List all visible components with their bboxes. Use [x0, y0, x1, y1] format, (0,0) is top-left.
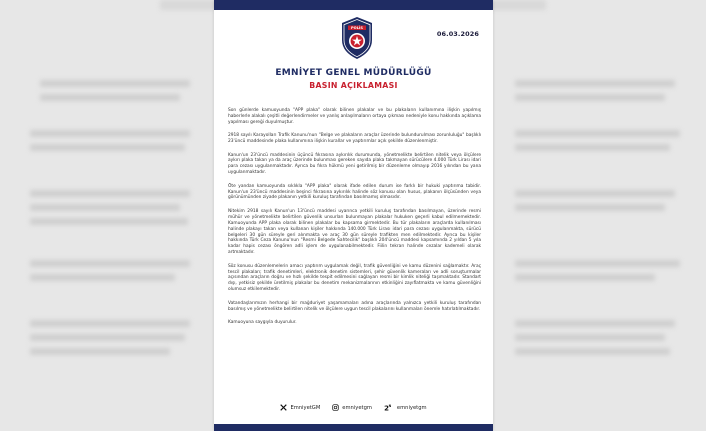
svg-text:N: N [388, 404, 392, 409]
document-footer-band [214, 424, 493, 431]
paragraph: Son günlerde kamuoyunda "APP plaka" olarak bilinen plakalar ve bu plakaların kullanımına ilişkin yapılmış haberlerle alakalı çeşitli değerlendirmeler ve yanlış anlaşılmaların ortaya çıkması nedeniyle konu hakkında açıklama yapılması gereği duyulmuştur. [228, 108, 481, 125]
social-handle: EmniyetGM [290, 404, 321, 411]
social-links [214, 404, 493, 411]
release-date: 06.03.2026 [436, 30, 479, 38]
document-body [228, 108, 481, 333]
svg-text:2: 2 [384, 404, 389, 411]
svg-text:POLİS: POLİS [351, 26, 363, 30]
closing-line: Kamuoyuna saygıyla duyurulur. [228, 319, 297, 325]
paragraph: Vatandaşlarımızın herhangi bir mağduriyet yaşamamaları adına araçlarında yalnızca yetkili kuruluş tarafından basılmış ve yönetmelikte belirtilen nitelik ve ölçülere uygun tescil plakalarını kullanmaları önemle hatırlatılmaktadır. [228, 300, 481, 312]
paragraph: Kanun'un 23'üncü maddesinin üçüncü fıkrasına aykırılık durumunda, yönetmelikte belirtilen nitelik veya ölçülere aykırı plaka takan ya da araç üzerinde bulunması gereken sayıda plaka takmayan sürücülere 4.000 Türk Lirası idari para cezası uygulanmaktadır. Ayrıca bu fıkra hükmü yeni getirilmiş bir düzenleme olmayıp 2016 yılından bu yana uygulanmaktadır. [228, 152, 481, 176]
social-x[interactable] [280, 404, 320, 411]
press-release-subtitle: BASIN AÇIKLAMASI [309, 81, 398, 90]
social-instagram[interactable] [332, 404, 372, 411]
document-header-band [214, 0, 493, 10]
paragraph: Söz konusu düzenlemelerin amacı yaptırım uygulamak değil, trafik güvenliğini ve kamu düzenini sağlamaktır. Araç tescil plakaları; trafik denetimleri, elektronik denetim sistemleri, şehir güvenlik kameraları ve adli soruşturmalar açısından araçların doğru ve hızlı şekilde tespit edilmesini sağlayan resmi bir kimlik niteliği taşımaktadır. Standart dışı, yetkisiz şekilde üretilmiş plakalar bu denetim mekanizmalarının etkinliğini zayıflatmakta ve kamu güvenliğini olumsuz etkilemektedir. [228, 263, 481, 293]
paragraph: Nitekim 2918 sayılı Kanun'un 13'üncü maddesi uyarınca yetkili kuruluş tarafından basılmayan, üzerinde resmi mühür ve yönetmelikte belirtilen güvenlik unsurları bulunmayan plakalar hukuken geçerli kabul edilmemektedir. Kamuoyunda APP plaka olarak bilinen plakalar bu kapsama girmektedir. Bu tür plakaların araçlarda kullanılması halinde plakayı takan veya kullanan kişiler hakkında 140.000 Türk Lirası idari para cezası uygulanmakta, sürücü belgeleri 30 gün süreyle geri alınmakta ve araç 30 gün süreyle trafikten men edilmektedir. Ayrıca bu kişiler hakkında Türk Ceza Kanunu'nun "Resmi Belgede Sahtecilik" başlıklı 204'üncü maddesi kapsamında 2 yıldan 5 yıla kadar hapis cezası öngören adli işlem de uygulanabilmektedir. Fiilin tekrarı halinde cezalar kademeli olarak artmaktadır. [228, 208, 481, 256]
paragraph: Öte yandan kamuoyunda sıklıkla "APP plaka" olarak ifade edilen durum ise farklı bir hukuki yaptırıma tabidir. Kanun'un 23'üncü maddesinin beşinci fıkrasına aykırılık halinde söz konusu olan husus, plakanın ölçüsünden veya görünümünden ziyade plakanın yetkili kuruluş tarafından basılmamış olmasıdır. [228, 183, 481, 201]
press-release-document [214, 0, 493, 431]
paragraph: 2918 sayılı Karayolları Trafik Kanunu'nun "Belge ve plakaların araçlar üzerinde bulundurulması zorunluluğu" başlıklı 23'üncü maddesinde plaka kullanımına ilişkin kurallar ve yaptırımlar açık şekilde düzenlenmiştir. [228, 133, 481, 145]
social-handle: emniyetgm [396, 404, 427, 411]
x-icon [280, 404, 287, 411]
organization-title: EMNİYET GENEL MÜDÜRLÜĞÜ [275, 68, 432, 78]
social-nsosyal[interactable] [384, 404, 427, 411]
social-handle: emniyetgm [342, 404, 372, 411]
police-badge-icon [339, 16, 375, 60]
nsosyal-icon [384, 404, 394, 411]
instagram-icon [332, 404, 339, 411]
